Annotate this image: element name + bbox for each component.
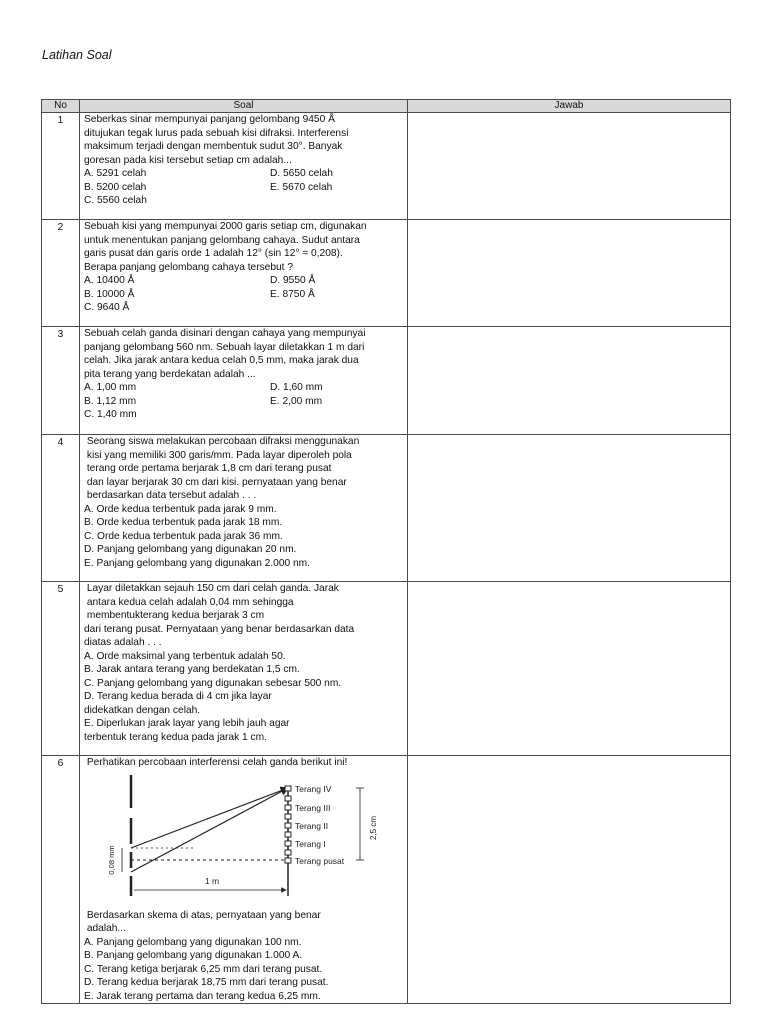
fringe-marker [285,823,291,828]
question-intro: Perhatikan percobaan interferensi celah ganda berikut ini! [84,757,348,768]
question-line: Berdasarkan skema di atas, pernyataan yang benar [84,909,321,921]
option: E. 5670 celah [270,181,333,193]
question-line: antara kedua celah adalah 0,04 mm sehingga [84,596,294,608]
option: A. Orde kedua terbentuk pada jarak 9 mm. [84,503,277,515]
question-line: pita terang yang berdekatan adalah ... [84,368,256,380]
option: D. 1,60 mm [270,382,323,393]
question-table [41,99,731,1004]
fringe-marker [285,786,291,791]
options-grid [84,274,404,315]
fringe-marker [285,858,291,863]
question-number: 4 [42,435,80,582]
question-line: ditujukan tegak lurus pada sebuah kisi difraksi. Interferensi [84,127,349,139]
question-number: 5 [42,582,80,756]
fringe-label-iii: Terang III [295,802,331,813]
option: C. 1,40 mm [84,409,137,420]
option [270,194,404,208]
question-text [80,435,408,582]
question-line: Sebuah kisi yang mempunyai 2000 garis setiap cm, digunakan [84,221,367,232]
fringe-marker [285,832,291,837]
ray-upper [131,788,288,848]
table-row [42,327,731,435]
option: D. 5650 celah [270,168,333,179]
answer-cell[interactable] [408,756,731,1004]
option: D. Panjang gelombang yang digunakan 20 nm. [84,544,297,555]
option: E. Panjang gelombang yang digunakan 2.000 nm. [84,557,310,569]
fringe-marker [285,796,291,801]
option: B. Jarak antara terang yang berdekatan 1,5 cm. [84,664,300,675]
table-row [42,113,731,220]
double-slit-diagram [84,772,404,899]
option: A. Orde maksimal yang terbentuk adalah 50. [84,650,286,662]
option: A. 1,00 mm [84,382,137,393]
question-text [80,220,408,327]
question-line: Seorang siswa melakukan percobaan difraksi menggunakan [84,436,360,447]
option: B. 10000 Å [84,288,135,300]
question-line: garis pusat dan garis orde 1 adalah 12° (sin 12° = 0,208). [84,248,343,259]
table-row [42,220,731,327]
question-line: diatas adalah . . . [84,637,162,648]
option [270,301,404,315]
option [270,408,404,422]
option: D. 9550 Å [270,275,316,286]
page-title: Latihan Soal [42,48,112,62]
question-line: adalah... [84,923,126,934]
option: A. 10400 Å [84,275,135,286]
options-grid [84,381,404,422]
option: C. Terang ketiga berjarak 6,25 mm dari terang pusat. [84,963,323,975]
question-text [80,582,408,756]
fringe-label-i: Terang I [295,838,326,849]
fringe-label-ii: Terang II [295,820,329,831]
fringe-label-pusat: Terang pusat [295,855,345,866]
option: E. Diperlukan jarak layar yang lebih jauh agar [84,718,290,729]
option: C. 9640 Å [84,302,130,313]
question-number: 6 [42,756,80,1004]
question-line: untuk menentukan panjang gelombang cahaya. Sudut antara [84,234,360,246]
answer-cell[interactable] [408,220,731,327]
option: B. Orde kedua terbentuk pada jarak 18 mm. [84,517,283,528]
fringe-marker [285,814,291,819]
option: C. 5560 celah [84,195,147,206]
question-number: 2 [42,220,80,327]
question-line: kisi yang memiliki 300 garis/mm. Pada layar diperoleh pola [84,449,352,461]
fringe-marker [285,805,291,810]
fringe-marker [285,850,291,855]
option: D. Terang kedua berada di 4 cm jika layar [84,691,272,702]
question-text [80,756,408,1004]
question-line: berdasarkan data tersebut adalah . . . [84,490,257,501]
option: C. Panjang gelombang yang digunakan sebesar 500 nm. [84,677,342,689]
question-line: Berapa panjang gelombang cahaya tersebut ? [84,261,293,273]
table-row [42,435,731,582]
question-line: dan layar berjarak 30 cm dari kisi. pernyataan yang benar [84,476,347,488]
option: A. Panjang gelombang yang digunakan 100 nm. [84,936,302,948]
question-number: 1 [42,113,80,220]
question-line: membentukterang kedua berjarak 3 cm [84,610,265,621]
option: E. Jarak terang pertama dan terang kedua 6,25 mm. [84,990,321,1002]
header-no: No [42,100,80,113]
question-line: goresan pada kisi tersebut setiap cm adalah... [84,154,292,166]
fringe-label-iv: Terang IV [295,783,332,794]
question-line: panjang gelombang 560 nm. Sebuah layar diletakkan 1 m dari [84,341,365,353]
table-row [42,582,731,756]
dimension-vertical-label: 2,5 cm [369,815,378,840]
header-jawab: Jawab [408,100,731,113]
question-line: maksimum terjadi dengan membentuk sudut 30°. Banyak [84,141,343,152]
options-grid [84,167,404,208]
option: B. 5200 celah [84,181,147,193]
option: B. Panjang gelombang yang digunakan 1.000 A. [84,950,303,961]
question-text [80,113,408,220]
answer-cell[interactable] [408,435,731,582]
answer-cell[interactable] [408,113,731,220]
answer-cell[interactable] [408,327,731,435]
option: A. 5291 celah [84,168,147,179]
option: B. 1,12 mm [84,395,137,407]
header-soal: Soal [80,100,408,113]
dimension-slit-label: 0,08 mm [107,844,116,875]
option: E. 8750 Å [270,288,315,300]
option: C. Orde kedua terbentuk pada jarak 36 mm. [84,530,283,542]
answer-cell[interactable] [408,582,731,756]
question-line: dari terang pusat. Pernyataan yang benar berdasarkan data [84,623,355,635]
header-row [42,100,731,113]
question-line: celah. Jika jarak antara kedua celah 0,5 mm, maka jarak dua [84,355,359,366]
question-number: 3 [42,327,80,435]
question-line: Seberkas sinar mempunyai panjang gelombang 9450 Å [84,114,335,125]
option: E. 2,00 mm [270,395,323,407]
fringe-marker [285,841,291,846]
option: didekatkan dengan celah. [84,704,201,716]
question-line: Sebuah celah ganda disinari dengan cahaya yang mempunyai [84,328,366,339]
question-text [80,327,408,435]
option: D. Terang kedua berjarak 18,75 mm dari terang pusat. [84,977,329,988]
ray-lower [131,788,288,872]
option: terbentuk terang kedua pada jarak 1 cm. [84,731,267,743]
dimension-horizontal-label: 1 m [204,875,220,886]
question-line: Layar diletakkan sejauh 150 cm dari celah ganda. Jarak [84,583,339,594]
question-line: terang orde pertama berjarak 1,8 cm dari terang pusat [84,463,332,474]
table-row [42,756,731,1004]
